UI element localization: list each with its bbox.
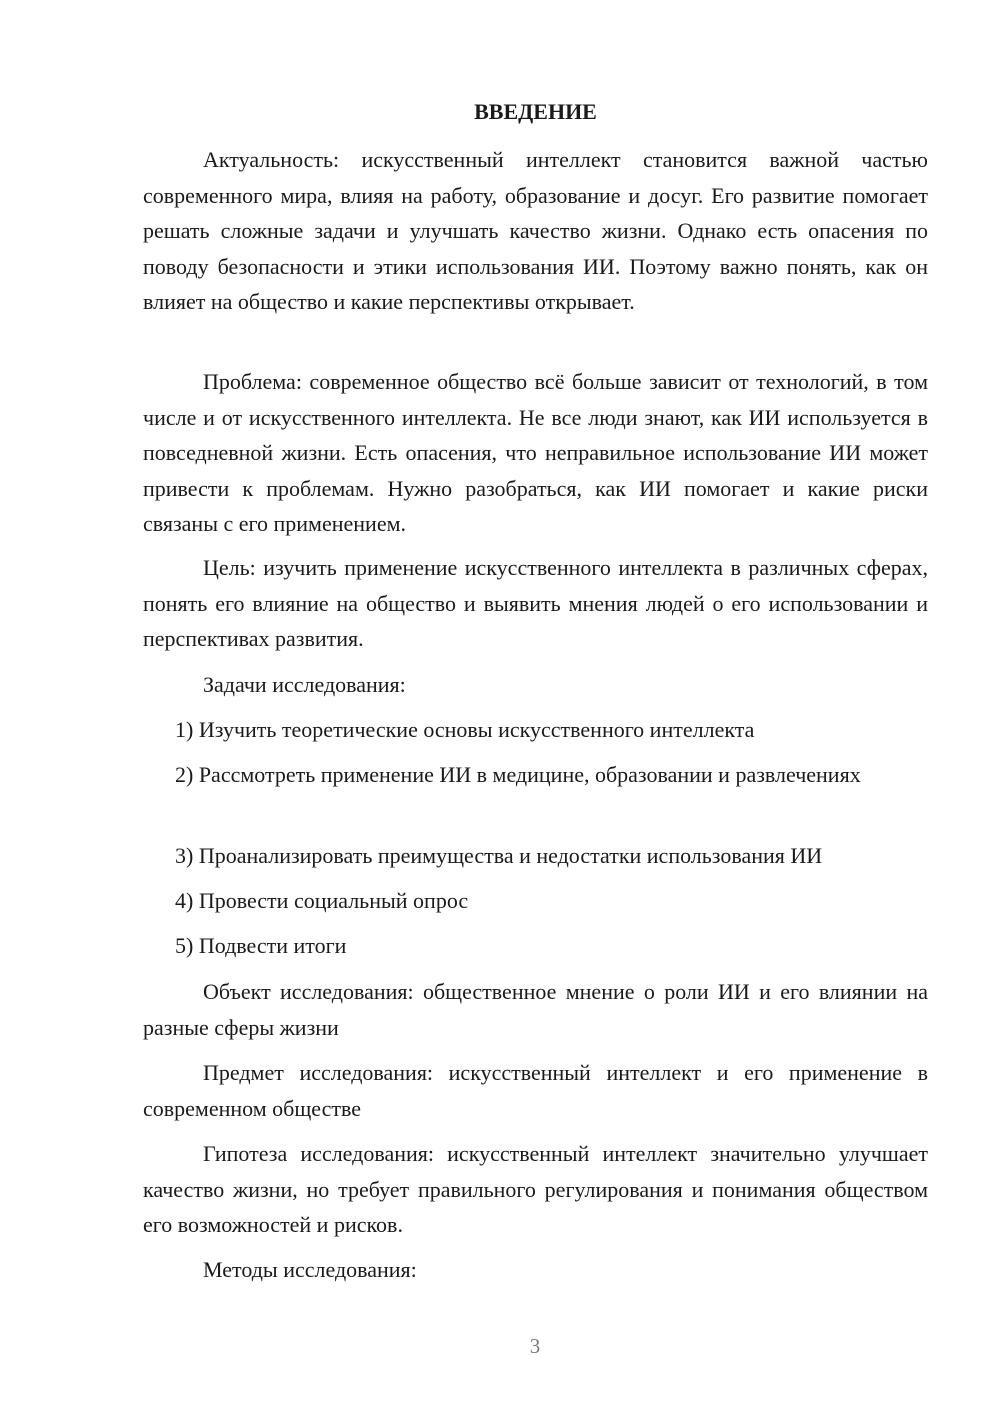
task-item-3: 3) Проанализировать преимущества и недостатки использования ИИ [175, 843, 823, 868]
goal-paragraph: Цель: изучить применение искусственного интеллекта в различных сферах, понять его влияние на общество и выявить мнения людей о его использовании и перспективах развития. [143, 555, 928, 651]
object-paragraph: Объект исследования: общественное мнение о роли ИИ и его влиянии на разные сферы жизни [143, 979, 928, 1040]
problem-paragraph: Проблема: современное общество всё больше зависит от технологий, в том числе и от искусственного интеллекта. Не все люди знают, как ИИ используется в повседневной жизни. Есть опасения, что неправильное использование ИИ может привести к проблемам. Нужно разобраться, как ИИ помогает и какие риски связаны с его применением. [143, 369, 928, 536]
task-item-1: 1) Изучить теоретические основы искусственного интеллекта [175, 717, 755, 742]
task-item-2: 2) Рассмотреть применение ИИ в медицине, образовании и развлечениях [175, 762, 861, 787]
task-item-5: 5) Подвести итоги [175, 933, 347, 958]
task-item-4: 4) Провести социальный опрос [175, 888, 469, 913]
subject-paragraph: Предмет исследования: искусственный интеллект и его применение в современном обществе [143, 1060, 928, 1121]
methods-heading: Методы исследования: [203, 1257, 417, 1282]
page-title: ВВЕДЕНИЕ [474, 99, 597, 124]
hypothesis-paragraph: Гипотеза исследования: искусственный интеллект значительно улучшает качество жизни, но требует правильного регулирования и понимания обществом его возможностей и рисков. [143, 1141, 928, 1237]
tasks-heading: Задачи исследования: [203, 672, 406, 697]
relevance-paragraph: Актуальность: искусственный интеллект становится важной частью современного мира, влияя на работу, образование и досуг. Его развитие помогает решать сложные задачи и улучшать качество жизни. Однако есть опасения по поводу безопасности и этики использования ИИ. Поэтому важно понять, как он влияет на общество и какие перспективы открывает. [143, 147, 928, 314]
page-number: 3 [529, 1334, 541, 1358]
